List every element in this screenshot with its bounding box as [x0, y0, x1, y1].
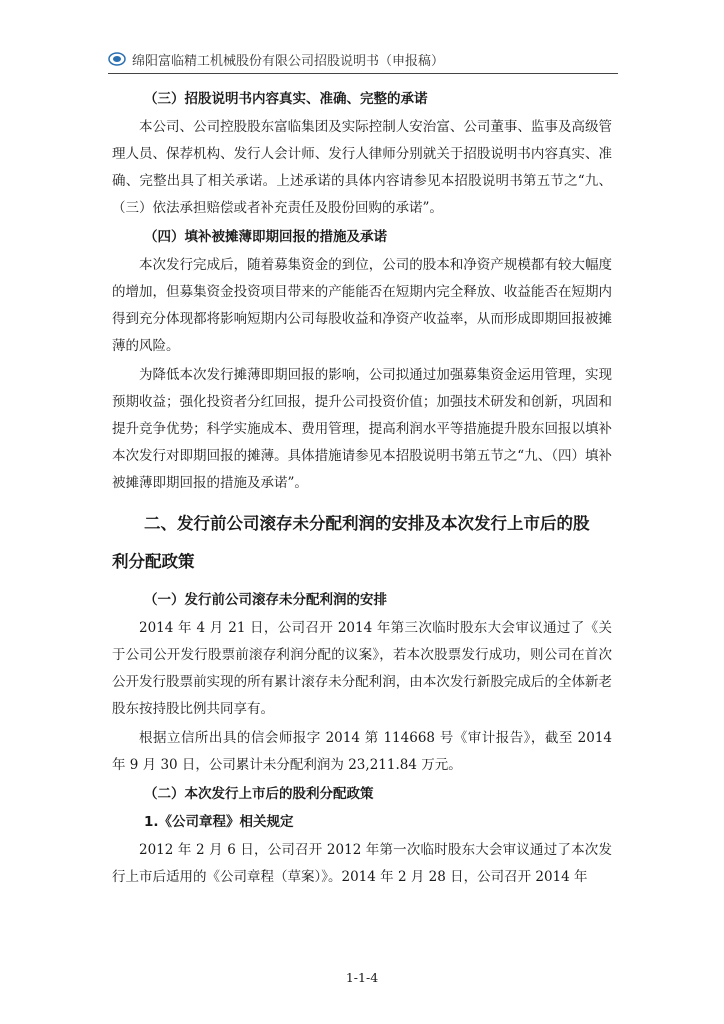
subsection-1-heading: （一）发行前公司滚存未分配利润的安排	[144, 592, 387, 608]
header-divider	[108, 73, 618, 74]
section-4-heading: （四）填补被摊薄即期回报的措施及承诺	[144, 229, 387, 245]
subsection-2-heading: （二）本次发行上市后的股利分配政策	[144, 786, 374, 802]
subsection-2-1-heading: 1.《公司章程》相关规定	[144, 814, 294, 830]
subsection-1-paragraph-2: 根据立信所出具的信会师报字 2014 第 114668 号《审计报告》，截至 2014 年 9 月 30 日，公司累计未分配利润为 23,211.84 万元。	[112, 730, 612, 773]
page-number: 1-1-4	[345, 970, 379, 985]
section-4-paragraph-1: 本次发行完成后，随着募集资金的到位，公司的股本和净资产规模都有较大幅度的增加，但募集资金投资项目带来的产能能否在短期内完全释放、收益能否在短期内得到充分体现都将影响短期内公司每股收益和净资产收益率，从而形成即期回报被摊薄的风险。	[112, 257, 612, 354]
chapter-2-heading-line-1: 二、发行前公司滚存未分配利润的安排及本次发行上市后的股	[144, 514, 590, 533]
company-logo-icon	[108, 52, 126, 66]
subsection-2-1-paragraph: 2012 年 2 月 6 日，公司召开 2012 年第一次临时股东大会审议通过了本次发行上市后适用的《公司章程（草案）》。2014 年 2 月 28 日，公司召开 2014 年	[112, 842, 612, 885]
document-body	[112, 86, 612, 893]
chapter-2-heading	[112, 505, 612, 581]
section-3-paragraph: 本公司、公司控股股东富临集团及实际控制人安治富、公司董事、监事及高级管理人员、保荐机构、发行人会计师、发行人律师分别就关于招股说明书内容真实、准确、完整出具了相关承诺。上述承诺的具体内容请参见本招股说明书第五节之“九、（三）依法承担赔偿或者补充责任及股份回购的承诺”。	[112, 119, 612, 216]
page-header	[108, 46, 618, 72]
header-title: 绵阳富临精工机械股份有限公司招股说明书（申报稿）	[132, 53, 445, 69]
section-3-heading: （三）招股说明书内容真实、准确、完整的承诺	[144, 91, 428, 107]
chapter-2-heading-line-2: 利分配政策	[112, 552, 195, 571]
subsection-1-paragraph-1: 2014 年 4 月 21 日，公司召开 2014 年第三次临时股东大会审议通过了《关于公司公开发行股票前滚存利润分配的议案》，若本次股票发行成功，则公司在首次公开发行股票前实现的所有累计滚存未分配利润，由本次发行新股完成后的全体新老股东按持股比例共同享有。	[112, 620, 612, 717]
section-4-paragraph-2: 为降低本次发行摊薄即期回报的影响，公司拟通过加强募集资金运用管理，实现预期收益；强化投资者分红回报，提升公司投资价值；加强技术研发和创新，巩固和提升竞争优势；科学实施成本、费用管理，提高利润水平等措施提升股东回报以填补本次发行对即期回报的摊薄。具体措施请参见本招股说明书第五节之“九、（四）填补被摊薄即期回报的措施及承诺”。	[112, 367, 612, 491]
